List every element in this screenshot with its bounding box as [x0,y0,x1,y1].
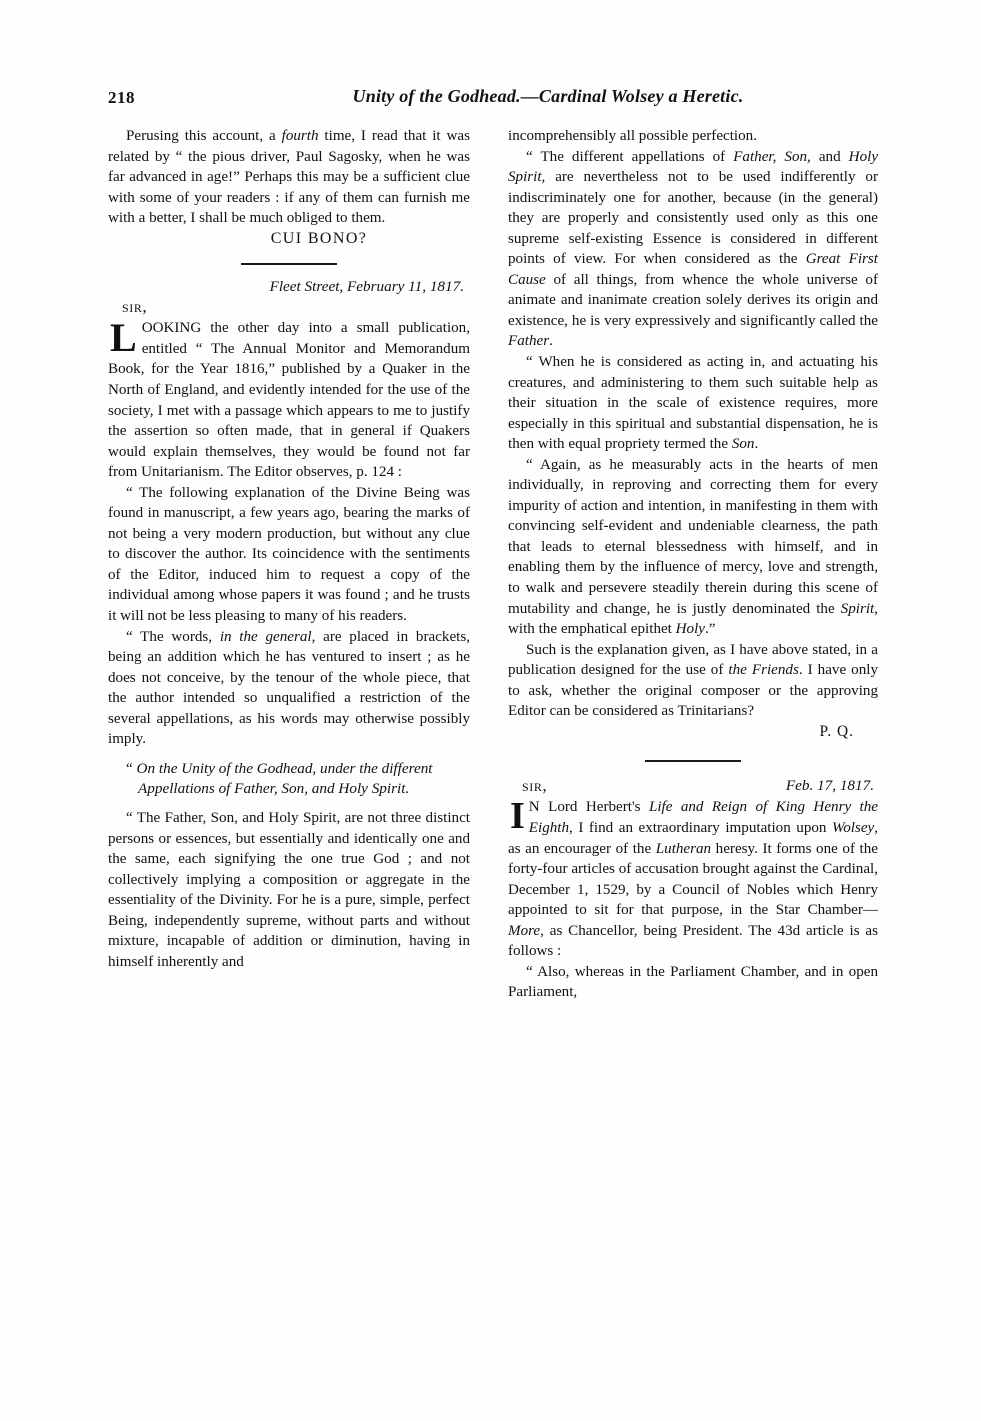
appellations-italic-father: Father [508,333,550,350]
column-right [508,126,878,1356]
quoted-heading-title: On the Unity of the Godhead, under the different Appellations of Father, Son, and Holy Spirit. [136,759,433,798]
paragraph-son [508,352,878,455]
opening-quote-mark: “ [126,759,137,777]
dateline-place: Fleet Street, February [269,278,405,296]
herbert-text-e: , as Chancellor, being President. The 43d article is as follows : [508,922,878,960]
paragraph-carryover: incomprehensibly all possible perfection. [508,128,757,144]
perusing-text-a: Perusing this account, a [126,128,282,144]
appellations-text-e: . [549,333,553,350]
herbert-italic-more: More [508,922,541,939]
paragraph-closing-question [508,640,878,722]
paragraph-quote-explanation: “ The following explanation of the Divine Being was found in manuscript, a few years ago, bearing the marks of not being a very modern production, but without any clue to discover the author. Its coincidence with the sentiments of the Editor, induced him to request a copy of the individual among whose papers it was found ; and he trusts it will not be less pleasing to many of his readers. [108,484,470,625]
spirit-italic-spirit: Spirit [840,600,875,617]
running-head-title: Unity of the Godhead.—Cardinal Wolsey a Heretic. [352,86,744,106]
text-columns [108,126,878,1356]
spirit-text-b: , with the emphatical epithet [508,600,878,638]
herbert-italic-life-and-reign: Life and Reign of King Henry the Eighth [528,799,878,836]
paragraph-spirit [508,455,878,640]
herbert-text-b: , I find an extraordinary imputation upon [569,819,833,836]
page-number: 218 [108,88,135,107]
son-text-a: “ When he is considered as acting in, and actuating his creatures, and administering to them such suitable help as their situation in the scale of existence requires, more especially in this spiritual and substantial dispensation, he is then with equal propriety termed the [508,354,878,453]
paragraph-appellations [508,147,878,352]
appellations-text-a: “ The different appellations of [526,148,734,165]
herbert-italic-lutheran: Lutheran [655,840,712,857]
section-divider-rule-2 [645,760,741,762]
drop-cap-l: L [110,315,137,361]
appellations-italic-father-son: Father, Son, [733,148,811,165]
perusing-text-b: time, I read that it was related by “ the pious driver, Paul Sagosky, when he was far advanced in age!” Perhaps this may be a sufficient clue with some of your readers : if any of them can furnish me with a better, I shall be much obliged to them. [108,128,470,227]
salutation-sir-letter2 [108,297,470,319]
salutation-dateline-letter3 [508,776,878,797]
closing-text-b: . I have only to ask, whether the original composer or the approving Editor can be considered as Trinitarians? [508,662,879,720]
salutation-sir-letter3: sir, [522,776,548,796]
closing-italic-the-friends: the Friends [728,662,799,679]
appellations-text-d: of all things, from whence the whole universe of animate and inanimate creation solely derives its origin and existence, he is very expressively and significantly called the [508,271,878,329]
appellations-text-c: are nevertheless not to be used indifferently or indiscriminately one for another, because (in the general) they are properly and consistently used only as this one supreme self-existing Essence is considered in different points of view. For when considered as the [508,169,878,268]
spirit-italic-holy: Holy [675,621,705,638]
perusing-italic-fourth: fourth [281,128,319,144]
paragraph-article-43-quote: “ Also, whereas in the Parliament Chamber, and in open Parliament, [508,963,878,1001]
appellations-text-b: and [810,148,849,165]
herbert-text-d: heresy. It forms one of the forty-four articles of accusation brought against the Cardinal, December 1, 1529, by a Council of Nobles which Henry appointed to sit for that purpose, in the Star Chamber— [508,840,878,919]
words-italic-in-the-general: in the general, [219,628,316,645]
herbert-text-a: N Lord Herbert's [528,799,649,816]
quoted-work-heading [108,759,470,800]
paragraph-perusing [108,126,470,229]
herbert-text-c: , as an encourager of the [508,819,878,857]
signature-cui-bono: CUI BONO? [270,229,368,247]
closing-text-a: Such is the explanation given, as I have above stated, in a publication designed for the use of [508,641,878,679]
looking-text: OOKING the other day into a small publication, entitled “ The Annual Monitor and Memorandum Book, for the Year 1816,” published by a Quaker in the North of England, and evidently intended for the use of the society, I met with a passage which appears to me to justify the assertion so often made, that in general if Quakers would explain themselves, they would be found not far from Unitarianism. The Editor observes, p. 124 : [108,320,470,481]
section-divider-rule [241,263,337,265]
salutation-text: sir, [122,296,148,316]
herbert-italic-wolsey: Wolsey [832,819,875,836]
son-text-b: . [754,436,759,453]
drop-cap-i: I [510,795,525,838]
paragraph-father-son-spirit: “ The Father, Son, and Holy Spirit, are not three distinct persons or essences, but essentially and identically one and the same, each signifying the one true God ; and not collectively implying a composition or aggregate in the essentiality of the Divinity. For he is a pure, simple, perfect Being, independently supreme, without parts and without mixture, incapable of addition or diminution, having in himself inherently and [108,809,470,970]
spirit-text-c: .” [705,621,716,638]
running-head [108,86,876,112]
son-italic: Son [731,436,755,453]
appellations-italic-great-first-cause: Great First Cause [508,251,878,288]
paragraph-lord-herbert [508,797,878,961]
signature-p-q: P. Q. [819,722,854,740]
dateline-date: 11, 1817. [404,278,464,296]
dateline-feb-17: Feb. 17, 1817. [785,777,874,795]
spirit-text-a: “ Again, as he measurably acts in the hearts of men individually, in reproving and correcting them for every impurity of action and intention, in manifesting in them with convincing self-evident and undeniable clearness, the path that leads to eternal blessedness with himself, and in enabling them by the influence of mercy, love and strength, to walk and persevere steadily therein during this scene of mutability and change, he is justly denominated the [508,456,878,617]
column-left [108,126,470,1356]
words-text-b: are placed in brackets, being an addition which he has ventured to insert ; as he does not conceive, by the tenour of the whole piece, that the author intended so unqualified a restriction of the several appellations, as his words may otherwise possibly imply. [108,628,470,748]
paragraph-looking [108,315,470,482]
words-text-a: “ The words, [126,628,220,645]
dateline-fleet-street [108,277,470,298]
paragraph-quote-words [108,627,470,750]
appellations-italic-holy-spirit: Holy Spirit, [508,148,879,186]
